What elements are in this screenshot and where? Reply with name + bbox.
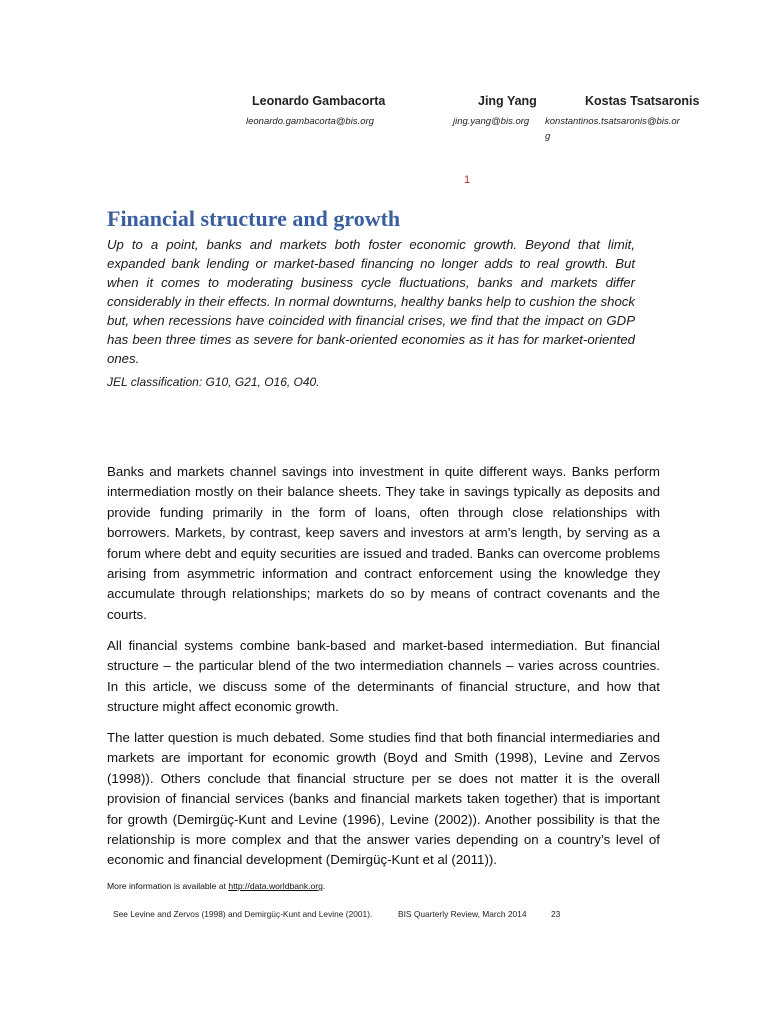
footer-page-number: 23 <box>551 909 561 919</box>
author-email-1[interactable]: leonardo.gambacorta@bis.org <box>246 116 374 127</box>
author-name-3: Kostas Tsatsaronis <box>585 94 700 108</box>
author-email-3[interactable] <box>545 116 695 142</box>
body-paragraph-3: The latter question is much debated. Some studies find that both financial intermediaries and markets are important for economic growth (Boyd and Smith (1998), Levine and Zervos (1998)). Others conclude that financial structure per se does not matter it is the overall provision of financial services (banks and financial markets taken together) that is important for growth (Demirgüç-Kunt and Levine (1996), Levine (2002)). Another possibility is that the relationship is more complex and that the answer varies depending on a country’s level of economic and financial development (Demirgüç-Kunt et al (2011)). <box>107 730 660 868</box>
author-email-2[interactable]: jing.yang@bis.org <box>453 116 530 127</box>
author-email-3-line2: g <box>545 131 551 142</box>
author-email-3-line1: konstantinos.tsatsaronis@bis.or <box>545 116 680 127</box>
footnote-link[interactable]: http://data.worldbank.org <box>228 881 323 891</box>
footnote-marker: 1 <box>464 174 471 186</box>
author-name-1: Leonardo Gambacorta <box>252 94 386 108</box>
author-name-2: Jing Yang <box>478 94 537 108</box>
footnote <box>107 881 325 891</box>
body-paragraph-2: All financial systems combine bank-based and market-based intermediation. But financial structure – the particular blend of the two intermediation channels – varies across countries. In this article, we discuss some of the determinants of financial structure, and how that structure might affect economic growth. <box>107 638 660 715</box>
article-title: Financial structure and growth <box>107 206 401 231</box>
footnote-end: . <box>322 881 326 891</box>
footer-journal: BIS Quarterly Review, March 2014 <box>398 909 527 919</box>
footnote-text: More information is available at <box>107 881 229 891</box>
body-paragraph-1: Banks and markets channel savings into investment in quite different ways. Banks perform intermediation mostly on their balance sheets. They take in savings typically as deposits and provide funding primarily in the form of loans, often through close relationships with borrowers. Markets, by contrast, keep savers and investors at arm’s length, by serving as a forum where debt and equity securities are issued and traded. Banks can overcome problems arising from asymmetric information and contract enforcement using the knowledge they accumulate through relationships; markets do so by means of contract covenants and the courts. <box>107 464 660 622</box>
footer-citation: See Levine and Zervos (1998) and Demirgüç-Kunt and Levine (2001). <box>113 909 373 919</box>
jel-classification: JEL classification: G10, G21, O16, O40. <box>107 375 320 389</box>
abstract: Up to a point, banks and markets both foster economic growth. Beyond that limit, expanded bank lending or market-based financing no longer adds to real growth. But when it comes to moderating business cycle fluctuations, banks and markets differ considerably in their effects. In normal downturns, healthy banks help to cushion the shock but, when recessions have coincided with financial crises, we find that the impact on GDP has been three times as severe for bank-oriented economies as it has for market-oriented ones. <box>107 237 635 366</box>
